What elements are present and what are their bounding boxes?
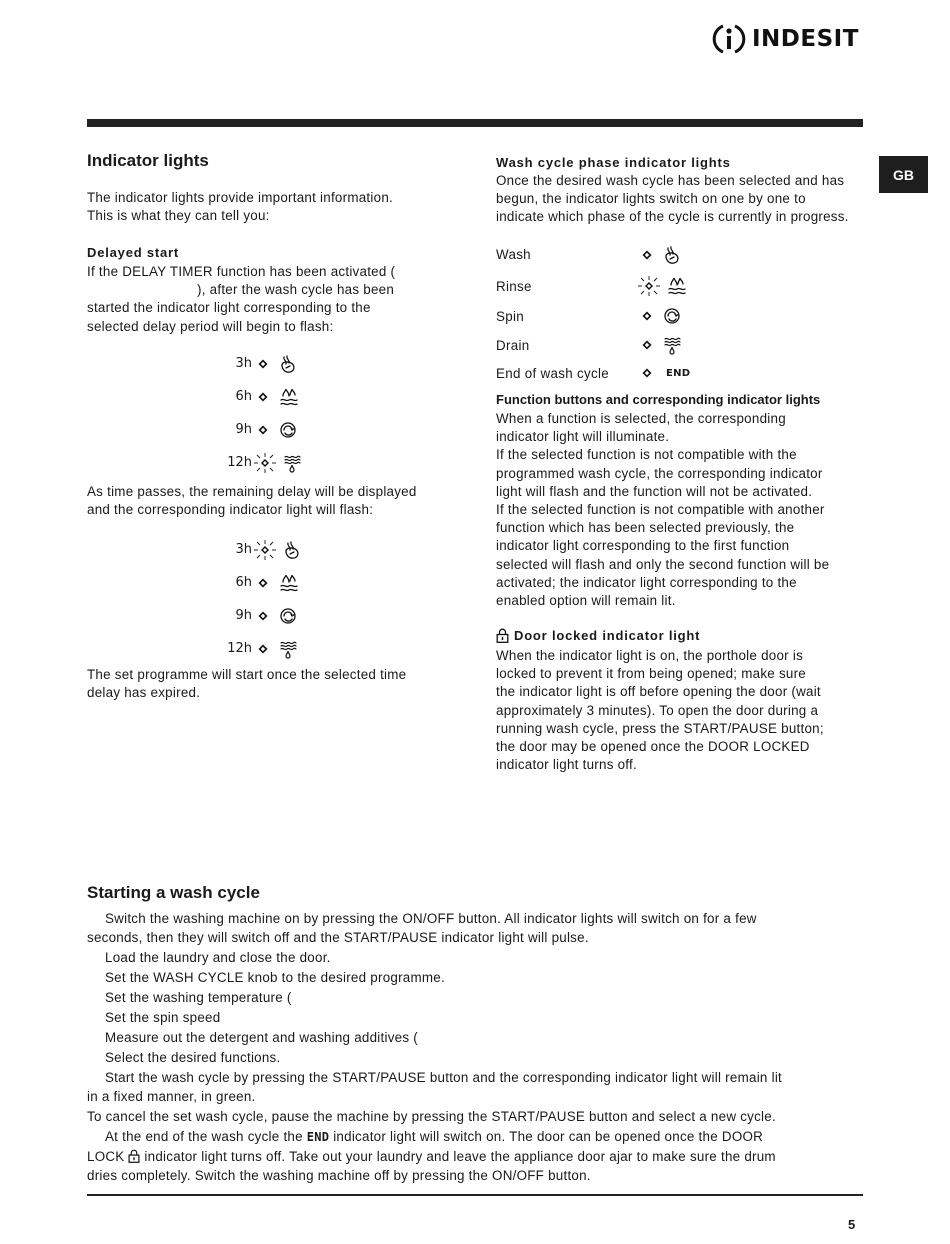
phase-diagram — [496, 238, 690, 387]
phase-row-spin — [496, 301, 690, 331]
text-line: When a function is selected, the corresponding — [496, 411, 786, 426]
text-line: seconds, then they will switch off and the START/PAUSE indicator light will pulse. — [87, 930, 589, 945]
text-line: If the selected function is not compatible with another — [496, 502, 825, 518]
phase-lights-title: Wash cycle phase indicator lights — [496, 155, 731, 170]
delay-row — [222, 446, 302, 479]
text-fragment: indicator light turns off. Take out your laundry and leave the appliance door ajar to make sure the drum — [140, 1149, 776, 1164]
phase-label: Wash — [496, 247, 531, 262]
phase-row-wash — [496, 238, 690, 271]
closing-paragraph — [87, 666, 447, 702]
step-load: Load the laundry and close the door. — [105, 950, 331, 965]
delay-row — [222, 347, 302, 380]
led-blinking-icon — [252, 539, 278, 561]
text-line: activated; the indicator light corresponding to the — [496, 574, 797, 590]
delay-diagram-1 — [222, 347, 302, 479]
spin-icon — [278, 606, 298, 626]
text-line: running wash cycle, press the START/PAUSE button; — [496, 720, 824, 736]
phase-row-end — [496, 359, 690, 387]
end-indicator-text: END — [306, 1130, 330, 1144]
wash-icon — [662, 245, 682, 265]
led-icon — [252, 639, 274, 659]
led-blinking-icon — [252, 452, 278, 474]
text-line: If the DELAY TIMER function has been activated ( — [87, 264, 396, 279]
delay-label: 12h — [227, 455, 252, 470]
text-line: dries completely. Switch the washing machine off by pressing the ON/OFF button. — [87, 1168, 591, 1183]
delay-label: 3h — [235, 542, 252, 557]
brand-logo — [712, 22, 859, 56]
led-icon — [636, 335, 658, 355]
text-line: delay has expired. — [87, 685, 201, 701]
step-detergent: Measure out the detergent and washing additives ( — [105, 1030, 418, 1045]
text-fragment: At the end of the wash cycle the — [105, 1129, 307, 1144]
end-line — [87, 1127, 863, 1147]
phase-label: Rinse — [496, 278, 532, 294]
text-line: indicator light will illuminate. — [496, 429, 670, 445]
delay-label: 3h — [235, 356, 252, 371]
step-knob: Set the WASH CYCLE knob to the desired programme. — [105, 970, 445, 985]
text-line: indicator light turns off. — [496, 757, 637, 773]
delay-label: 9h — [235, 608, 252, 623]
starting-wash-cycle-title: Starting a wash cycle — [87, 883, 260, 902]
padlock-icon — [496, 628, 509, 643]
text-line: started the indicator light corresponding to the — [87, 300, 371, 316]
rinse-icon — [278, 387, 300, 407]
text-line: light will flash and the function will not be activated. — [496, 483, 813, 499]
wash-icon — [282, 540, 302, 560]
text-line: selected delay period will begin to flash: — [87, 318, 334, 334]
delay-label: 6h — [235, 575, 252, 590]
text-line: the door may be opened once the DOOR LOCKED — [496, 739, 810, 755]
end-indicator-text: END — [666, 367, 691, 379]
delay-row — [222, 599, 302, 632]
door-locked-title: Door locked indicator light — [514, 628, 701, 643]
top-divider — [87, 119, 863, 127]
text-line: enabled option will remain lit. — [496, 593, 676, 609]
time-passes-paragraph — [87, 483, 449, 519]
phase-lights-paragraph — [496, 172, 862, 227]
delay-diagram-2 — [222, 533, 302, 665]
indicator-intro — [87, 189, 447, 225]
end-line — [87, 1147, 863, 1166]
delay-row — [222, 632, 302, 665]
language-tab: GB — [879, 156, 928, 193]
text-line: approximately 3 minutes). To open the door during a — [496, 702, 819, 718]
text-fragment: indicator light will switch on. The door can be opened once the DOOR — [329, 1129, 764, 1144]
text-line: Start the wash cycle by pressing the START/PAUSE button and the corresponding indicator light will remain lit — [105, 1070, 783, 1085]
intro-line: This is what they can tell you: — [87, 208, 270, 224]
led-icon — [252, 354, 274, 374]
indesit-logo-icon — [712, 22, 746, 56]
text-line: Once the desired wash cycle has been selected and has — [496, 173, 845, 188]
led-icon — [636, 245, 658, 265]
text-line: indicator light corresponding to the first function — [496, 538, 790, 554]
text-line: the indicator light is off before opening the door (wait — [496, 684, 821, 700]
phase-label: Spin — [496, 308, 525, 324]
delay-row — [222, 566, 302, 599]
led-icon — [252, 573, 274, 593]
bottom-divider — [87, 1194, 863, 1196]
led-icon — [252, 420, 274, 440]
text-line: programmed wash cycle, the corresponding indicator — [496, 465, 823, 481]
drain-icon — [282, 453, 302, 473]
starting-steps — [87, 909, 863, 1185]
text-line: When the indicator light is on, the porthole door is — [496, 648, 804, 663]
function-buttons-paragraph — [496, 410, 862, 610]
door-locked-heading — [496, 628, 700, 643]
text-line: ), after the wash cycle has been — [197, 282, 395, 298]
text-line: If the selected function is not compatible with the — [496, 447, 797, 463]
led-icon — [252, 387, 274, 407]
delay-row — [222, 533, 302, 566]
led-blinking-icon — [636, 275, 662, 297]
door-locked-paragraph — [496, 647, 862, 774]
text-line: begun, the indicator lights switch on one by one to — [496, 191, 806, 207]
delay-row — [222, 413, 302, 446]
rinse-icon — [666, 276, 688, 296]
led-icon — [636, 363, 658, 383]
phase-label: End of wash cycle — [496, 365, 610, 381]
indicator-lights-title: Indicator lights — [87, 151, 209, 170]
text-line: indicate which phase of the cycle is currently in progress. — [496, 209, 849, 225]
delay-row — [222, 380, 302, 413]
rinse-icon — [278, 573, 300, 593]
delay-label: 12h — [227, 641, 252, 656]
delayed-start-paragraph — [87, 263, 447, 336]
step-temperature: Set the washing temperature ( — [105, 990, 292, 1005]
text-line: The set programme will start once the selected time — [87, 667, 407, 682]
delayed-start-title: Delayed start — [87, 245, 180, 260]
text-line: As time passes, the remaining delay will be displayed — [87, 484, 417, 499]
spin-icon — [278, 420, 298, 440]
brand-name: INDESIT — [752, 26, 859, 52]
phase-row-drain — [496, 331, 690, 359]
delay-label: 9h — [235, 422, 252, 437]
text-fragment: LOCK — [87, 1149, 129, 1164]
phase-row-rinse — [496, 271, 690, 301]
text-line: Switch the washing machine on by pressing the ON/OFF button. All indicator lights will switch on for a few — [105, 911, 757, 926]
text-line: and the corresponding indicator light will flash: — [87, 502, 374, 518]
page-number: 5 — [848, 1217, 856, 1232]
spin-icon — [662, 306, 682, 326]
padlock-icon — [128, 1149, 140, 1163]
wash-icon — [278, 354, 298, 374]
cancel-line: To cancel the set wash cycle, pause the machine by pressing the START/PAUSE button and select a new cycle. — [87, 1109, 776, 1124]
step-spin: Set the spin speed — [105, 1010, 221, 1025]
led-icon — [252, 606, 274, 626]
text-line: in a fixed manner, in green. — [87, 1089, 256, 1104]
step-functions: Select the desired functions. — [105, 1050, 281, 1065]
intro-line: The indicator lights provide important information. — [87, 190, 393, 205]
led-icon — [636, 306, 658, 326]
text-line: locked to prevent it from being opened; make sure — [496, 666, 806, 682]
drain-icon — [662, 335, 682, 355]
phase-label: Drain — [496, 337, 530, 353]
drain-icon — [278, 639, 298, 659]
function-buttons-title: Function buttons and corresponding indicator lights — [496, 392, 821, 407]
text-line: function which has been selected previously, the — [496, 520, 795, 536]
delay-label: 6h — [235, 389, 252, 404]
text-line: selected will flash and only the second function will be — [496, 556, 830, 572]
